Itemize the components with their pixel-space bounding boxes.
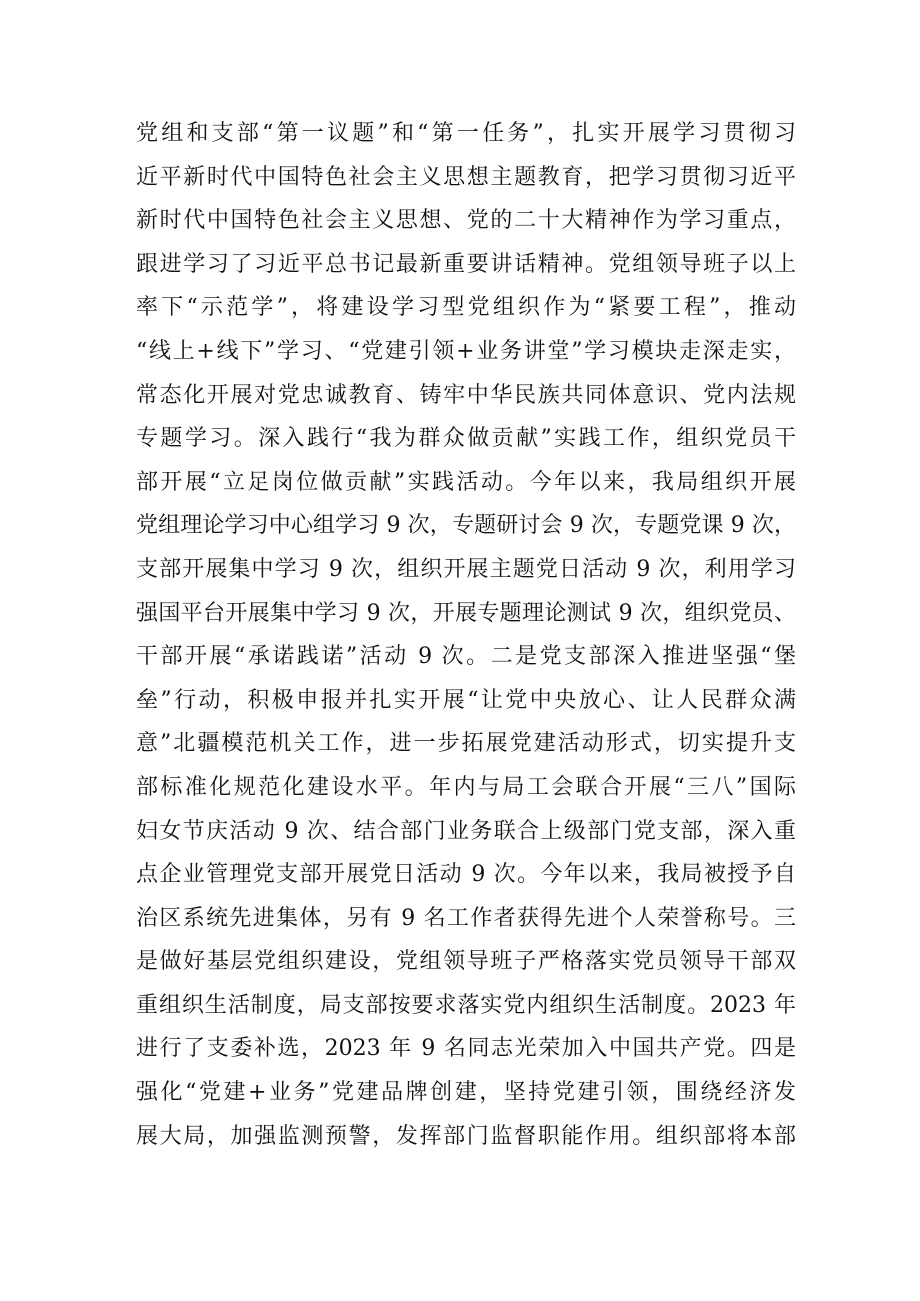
text-line: 重组织生活制度，局支部按要求落实党内组织生活制度。2023 年 xyxy=(136,992,796,1018)
text-line: 治区系统先进集体，另有 9 名工作者获得先进个人荣誉称号。三 xyxy=(136,905,796,931)
text-line: 强化“党建+业务”党建品牌创建，坚持党建引领，围绕经济发 xyxy=(136,1080,796,1106)
text-line: 率下“示范学”，将建设学习型党组织作为“紧要工程”，推动 xyxy=(136,295,796,321)
text-line: 新时代中国特色社会主义思想、党的二十大精神作为学习重点， xyxy=(136,208,796,234)
text-line: 强国平台开展集中学习 9 次，开展专题理论测试 9 次，组织党员、 xyxy=(136,600,796,626)
text-line: 部开展“立足岗位做贡献”实践活动。今年以来，我局组织开展 xyxy=(136,469,796,495)
text-line: 干部开展“承诺践诺”活动 9 次。二是党支部深入推进坚强“堡 xyxy=(136,644,796,670)
text-line: 常态化开展对党忠诚教育、铸牢中华民族共同体意识、党内法规 xyxy=(136,382,796,408)
text-line: 妇女节庆活动 9 次、结合部门业务联合上级部门党支部，深入重 xyxy=(136,818,796,844)
text-line: 意”北疆模范机关工作，进一步拓展党建活动形式，切实提升支 xyxy=(136,731,796,757)
text-line: 垒”行动，积极申报并扎实开展“让党中央放心、让人民群众满 xyxy=(136,687,796,713)
text-line: 党组和支部“第一议题”和“第一任务”，扎实开展学习贯彻习 xyxy=(136,121,796,146)
text-line: 部标准化规范化建设水平。年内与局工会联合开展“三八”国际 xyxy=(136,774,796,800)
text-line: 点企业管理党支部开展党日活动 9 次。今年以来，我局被授予自 xyxy=(136,862,796,888)
text-line: 支部开展集中学习 9 次，组织开展主题党日活动 9 次，利用学习 xyxy=(136,556,796,582)
text-line: 专题学习。深入践行“我为群众做贡献”实践工作，组织党员干 xyxy=(136,426,796,452)
text-line: 党组理论学习中心组学习 9 次，专题研讨会 9 次，专题党课 9 次， xyxy=(136,513,796,539)
text-line: “线上+线下”学习、“党建引领+业务讲堂”学习模块走深走实， xyxy=(136,338,796,364)
text-line: 近平新时代中国特色社会主义思想主题教育，把学习贯彻习近平 xyxy=(136,164,796,190)
text-line: 进行了支委补选，2023 年 9 名同志光荣加入中国共产党。四是 xyxy=(136,1036,796,1062)
text-line: 是做好基层党组织建设，党组领导班子严格落实党员领导干部双 xyxy=(136,949,796,975)
text-line: 跟进学习了习近平总书记最新重要讲话精神。党组领导班子以上 xyxy=(136,251,796,277)
body-paragraph xyxy=(136,112,796,1158)
text-line: 展大局，加强监测预警，发挥部门监督职能作用。组织部将本部 xyxy=(136,1123,796,1149)
